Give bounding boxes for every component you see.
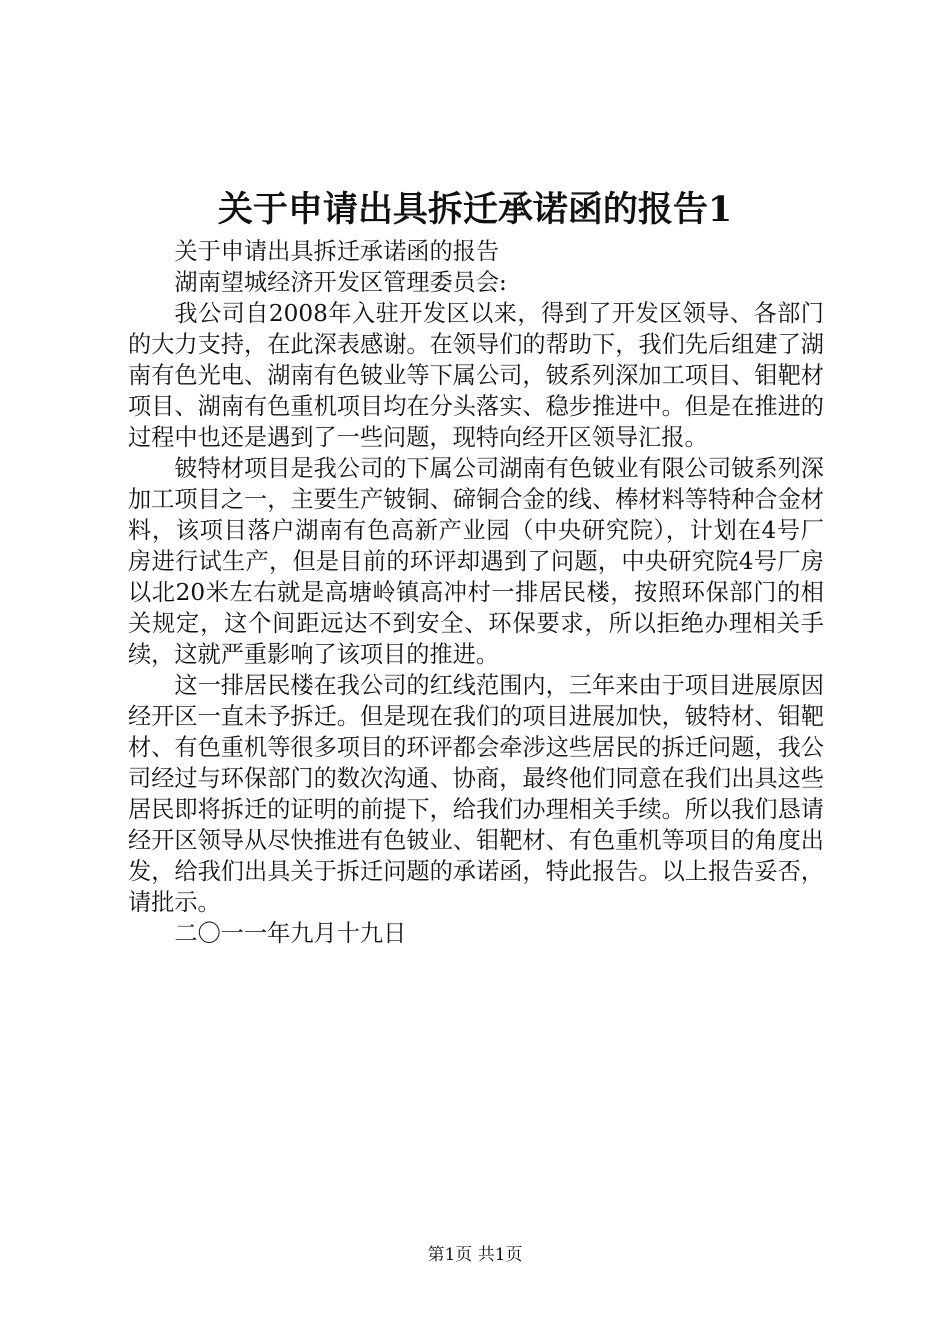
body-paragraph: 铍特材项目是我公司的下属公司湖南有色铍业有限公司铍系列深加工项目之一，主要生产铍铜、碲铜合金的线、棒材料等特种合金材料，该项目落户湖南有色高新产业园（中央研究院），计划在4号厂房进行试生产，但是目前的环评却遇到了问题，中央研究院4号厂房以北20米左右就是高塘岭镇高冲村一排居民楼，按照环保部门的相关规定，这个间距远达不到安全、环保要求，所以拒绝办理相关手续，这就严重影响了该项目的推进。 [128,455,824,668]
document-body [128,236,824,949]
recipient-line: 湖南望城经济开发区管理委员会: [174,269,507,296]
subject-line: 关于申请出具拆迁承诺函的报告 [174,238,500,265]
body-paragraph: 这一排居民楼在我公司的红线范围内，三年来由于项目进展原因经开区一直未予拆迁。但是现在我们的项目进展加快，铍特材、钼靶材、有色重机等很多项目的环评都会牵涉这些居民的拆迁问题，我公司经过与环保部门的数次沟通、协商，最终他们同意在我们出具这些居民即将拆迁的证明的前提下，给我们办理相关手续。所以我们恳请经开区领导从尽快推进有色铍业、钼靶材、有色重机等项目的角度出发，给我们出具关于拆迁问题的承诺函，特此报告。以上报告妥否，请批示。 [128,672,824,916]
page-footer: 第1页 共1页 [427,1245,523,1265]
document-title: 关于申请出具拆迁承诺函的报告1 [217,189,733,230]
date-line: 二〇一一年九月十九日 [174,920,407,947]
body-paragraph: 我公司自2008年入驻开发区以来，得到了开发区领导、各部门的大力支持，在此深表感谢。在领导们的帮助下，我们先后组建了湖南有色光电、湖南有色铍业等下属公司，铍系列深加工项目、钼靶材项目、湖南有色重机项目均在分头落实、稳步推进中。但是在推进的过程中也还是遇到了一些问题，现特向经开区领导汇报。 [128,300,824,451]
